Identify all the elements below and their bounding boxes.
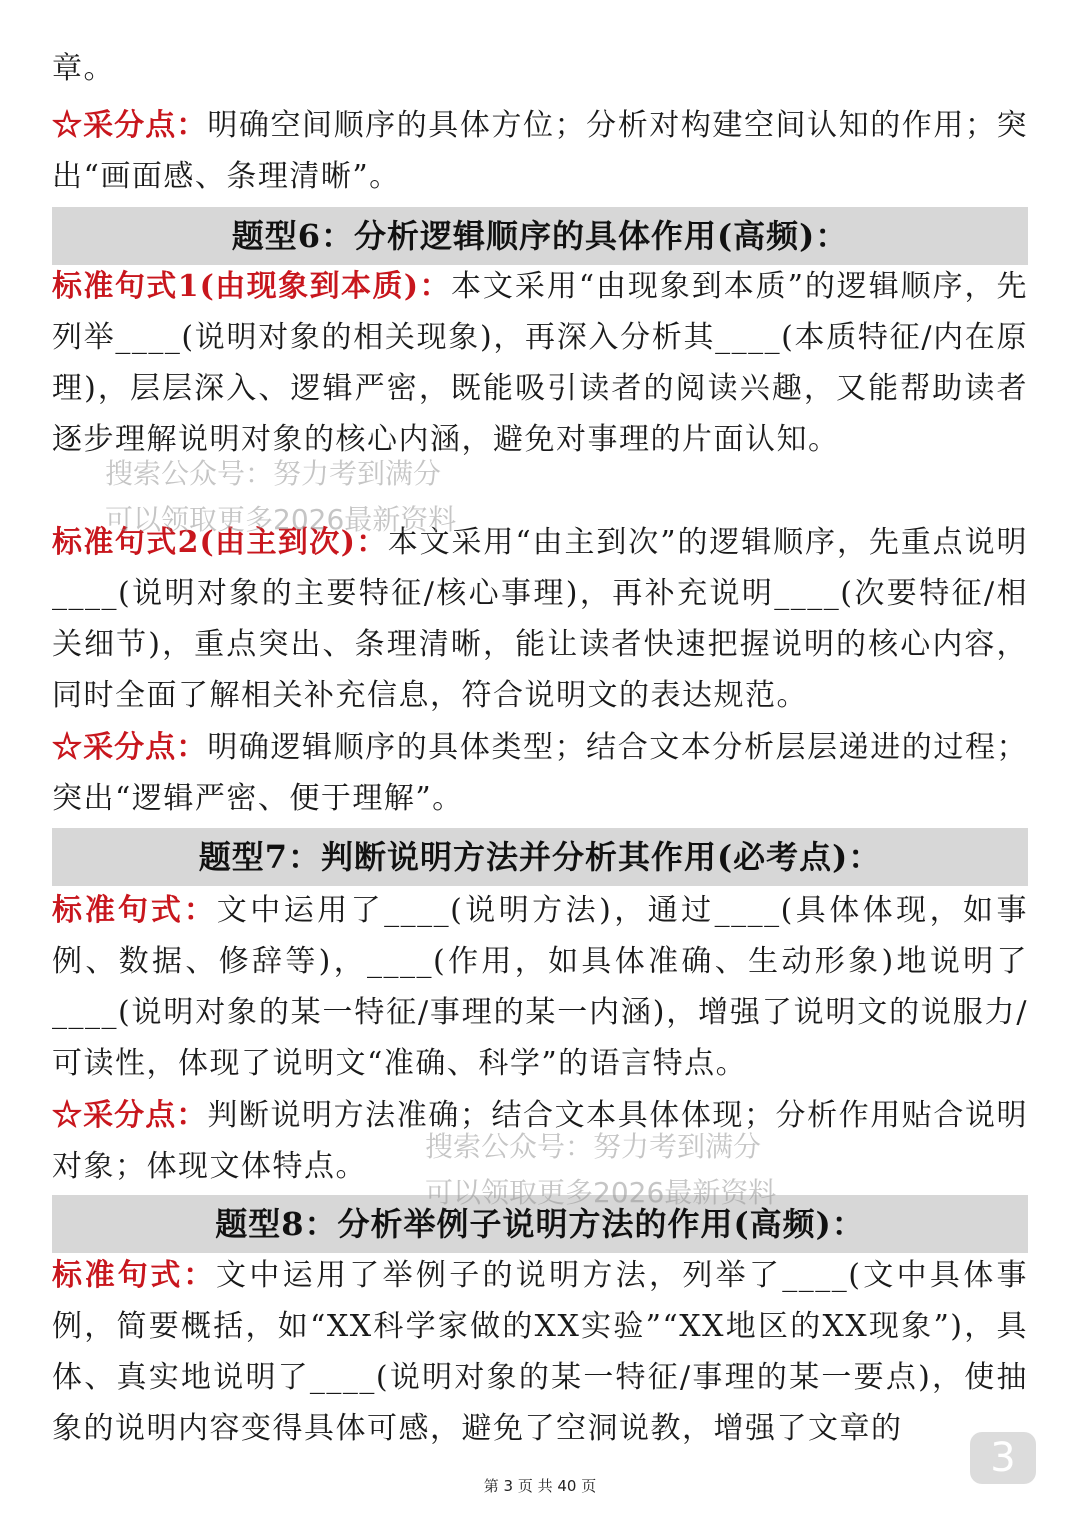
standard-sentence-2 bbox=[52, 517, 1028, 721]
section-heading-8: 题型8：分析举例子说明方法的作用(高频)： bbox=[52, 1195, 1028, 1253]
scoring-label: ☆采分点： bbox=[52, 108, 208, 143]
watermark-line: 搜索公众号：努力考到满分 bbox=[425, 1130, 762, 1163]
section-heading-6: 题型6：分析逻辑顺序的具体作用(高频)： bbox=[52, 207, 1028, 265]
paragraph-text: 本文采用“由主到次”的逻辑顺序，先重点说明____(说明对象的主要特征/核心事理)，再补充说明____(次要特征/相关细节)，重点突出、条理清晰，能让读者快速把握说明的核心内容，同时全面了解相关补充信息，符合说明文的表达规范。 bbox=[52, 525, 1029, 713]
scoring-label: ☆采分点： bbox=[52, 730, 208, 765]
paragraph-continuation bbox=[52, 43, 1028, 94]
scoring-label: ☆采分点： bbox=[52, 1098, 208, 1133]
paragraph-text: 判断说明方法准确；结合文本具体体现；分析作用贴合说明对象；体现文体特点。 bbox=[52, 1098, 1029, 1184]
paragraph-text: 文中运用了举例子的说明方法，列举了____(文中具体事例，简要概括，如“XX科学家做的XX实验”“XX地区的XX现象”)，具体、真实地说明了____(说明对象的某一特征/事理的某一要点)，使抽象的说明内容变得具体可感，避免了空洞说教，增强了文章的 bbox=[52, 1258, 1028, 1446]
watermark-line: 可以领取更多2026最新资料 bbox=[425, 1176, 777, 1209]
scoring-points-logic bbox=[52, 722, 1028, 824]
paragraph-text: 章。 bbox=[52, 51, 115, 86]
paragraph-text: 文中运用了____(说明方法)，通过____(具体体现，如事例、数据、修辞等)，____(作用，如具体准确、生动形象)地说明了____(说明对象的某一特征/事理的某一内涵)，增强了说明文的说服力/可读性，体现了说明文“准确、科学”的语言特点。 bbox=[52, 893, 1028, 1081]
standard-sentence-method bbox=[52, 885, 1028, 1089]
sentence-label: 标准句式： bbox=[52, 1258, 217, 1293]
paragraph-text: 本文采用“由现象到本质”的逻辑顺序，先列举____(说明对象的相关现象)，再深入分析其____(本质特征/内在原理)，层层深入、逻辑严密，既能吸引读者的阅读兴趣，又能帮助读者逐步理解说明对象的核心内涵，避免对事理的片面认知。 bbox=[52, 269, 1028, 457]
standard-sentence-example bbox=[52, 1250, 1028, 1454]
scoring-points-method bbox=[52, 1090, 1028, 1192]
sentence-label: 标准句式2(由主到次)： bbox=[52, 525, 388, 560]
watermark-line: 可以领取更多2026最新资料 bbox=[105, 503, 457, 536]
section-heading-7: 题型7：判断说明方法并分析其作用(必考点)： bbox=[52, 828, 1028, 886]
page-number-badge: 3 bbox=[970, 1432, 1036, 1484]
watermark-line: 搜索公众号：努力考到满分 bbox=[105, 457, 442, 490]
sentence-label: 标准句式1(由现象到本质)： bbox=[52, 269, 451, 304]
scoring-points-spatial bbox=[52, 100, 1028, 202]
page-footer: 第 3 页 共 40 页 bbox=[483, 1477, 597, 1495]
paragraph-text: 明确逻辑顺序的具体类型；结合文本分析层层递进的过程；突出“逻辑严密、便于理解”。 bbox=[52, 730, 1029, 816]
standard-sentence-1 bbox=[52, 261, 1028, 465]
sentence-label: 标准句式： bbox=[52, 893, 217, 928]
paragraph-text: 明确空间顺序的具体方位；分析对构建空间认知的作用；突出“画面感、条理清晰”。 bbox=[52, 108, 1029, 194]
